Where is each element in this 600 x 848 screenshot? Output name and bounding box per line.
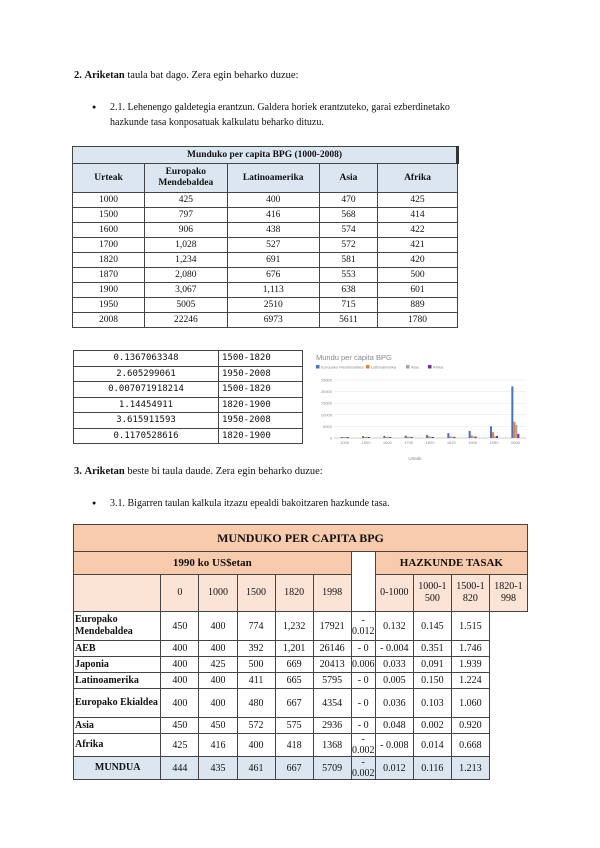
table-cell: 425 (378, 193, 458, 208)
growth-value-cell: 0.1367063348 (74, 351, 219, 367)
region-name: Europako Mendebaldea (74, 612, 161, 641)
header-latin-america: Latinoamerika (227, 164, 319, 193)
growth-rate-cell: - 0 (351, 641, 375, 657)
growth-rate-cell: 0.351 (413, 641, 451, 657)
region-name: Japonia (74, 657, 161, 673)
period-cell: 1820-1900 (219, 397, 303, 413)
legend-swatch (316, 365, 320, 369)
region-name: Asia (74, 718, 161, 734)
table-cell: 1870 (73, 268, 145, 283)
bar-asia (451, 437, 453, 438)
bar-latinoamerika (343, 437, 345, 438)
bar-europako-mendebaldea (511, 386, 513, 438)
bar-europako-mendebaldea (383, 436, 385, 438)
bullet-dot: ● (92, 103, 97, 111)
gdp-value-cell: 450 (161, 612, 199, 641)
region-name: MUNDUA (74, 757, 161, 780)
growth-rate-cell: 0.002 (413, 718, 451, 734)
exercise-3-heading (74, 466, 323, 477)
table-cell: 1,113 (227, 283, 319, 298)
table-row (73, 313, 458, 328)
table-cell: 414 (378, 208, 458, 223)
table-cell: 568 (319, 208, 377, 223)
table-cell: 470 (319, 193, 377, 208)
gdp-value-cell: 500 (237, 657, 275, 673)
bar-latinoamerika (471, 435, 473, 438)
y-tick-label: 10000 (320, 412, 332, 418)
gdp-value-cell: 416 (199, 734, 237, 757)
growth-rate-cell: 0.145 (413, 612, 451, 641)
table-row (74, 734, 528, 757)
exercise-3-number: 3. (74, 466, 82, 477)
x-tick-label: 1820 (425, 440, 435, 445)
chart-x-label: Urteak (408, 456, 422, 461)
bar-latinoamerika (364, 437, 366, 438)
table-cell: 1,234 (145, 253, 227, 268)
table-cell: 1900 (73, 283, 145, 298)
growth-rate-cell: 0.920 (451, 718, 489, 734)
growth-rate-cell: - 0 (351, 673, 375, 689)
table-cell: 797 (145, 208, 227, 223)
bar-asia (345, 437, 347, 438)
x-tick-label: 1950 (489, 440, 499, 445)
table-row (74, 757, 528, 780)
gdp-value-cell: 392 (237, 641, 275, 657)
growth-rate-cell: - 0 (351, 689, 375, 718)
table-row (73, 268, 458, 283)
table-cell: 574 (319, 223, 377, 238)
gdp-value-cell: 20413 (313, 657, 351, 673)
gdp-value-cell: 1,201 (275, 641, 313, 657)
bar-asia (515, 425, 517, 438)
growth-rate-cell: 0.005 (375, 673, 413, 689)
exercise-3-bullet (92, 496, 532, 512)
bar-afrika (347, 437, 349, 438)
table-cell: 416 (227, 208, 319, 223)
bar-asia (366, 437, 368, 438)
growth-rate-cell: - 0.002 (351, 734, 375, 756)
bar-afrika (411, 437, 413, 438)
table-cell: 1820 (73, 253, 145, 268)
gdp-value-cell: 1368 (313, 734, 351, 757)
growth-rate-cell: - 0.002 (351, 757, 375, 779)
year-header: 1500 (237, 575, 275, 612)
bar-europako-mendebaldea (426, 435, 428, 438)
gdp-value-cell: 400 (199, 673, 237, 689)
table-row (73, 193, 458, 208)
gdp-table (72, 146, 459, 328)
table-row (74, 428, 303, 444)
growth-rate-cell: 0.012 (375, 757, 413, 780)
gdp-table-title: Munduko per capita BPG (1000-2008) (73, 147, 458, 164)
table-row (73, 298, 458, 313)
corner-cell (74, 575, 161, 612)
bullet-line-1: 2.1. Lehenengo galdetegia erantzun. Galdera horiek erantzuteko, garai ezberdinetako (110, 102, 450, 113)
exercise-2-text: taula bat dago. Zera egin beharko duzue: (124, 70, 299, 81)
table-cell: 400 (227, 193, 319, 208)
table-cell: 691 (227, 253, 319, 268)
gdp-value-cell: 435 (199, 757, 237, 780)
chart-title: Mundu per capita BPG (316, 353, 392, 362)
bar-asia (430, 437, 432, 438)
table-cell: 715 (319, 298, 377, 313)
table-cell: 1700 (73, 238, 145, 253)
table-cell: 6973 (227, 313, 319, 328)
gdp-value-cell: 400 (199, 612, 237, 641)
growth-rate-cell: - 0 (351, 718, 375, 734)
gdp-value-cell: 400 (161, 673, 199, 689)
x-tick-label: 1900 (468, 440, 478, 445)
gdp-value-cell: 450 (161, 718, 199, 734)
legend-swatch (406, 365, 410, 369)
growth-rates-header: HAZKUNDE TASAK (375, 552, 527, 575)
y-tick-label: 25000 (320, 377, 332, 383)
growth-rate-cell: 0.033 (375, 657, 413, 673)
bar-latinoamerika (492, 432, 494, 438)
table-cell: 22246 (145, 313, 227, 328)
legend-swatch (428, 365, 432, 369)
header-africa: Afrika (378, 164, 458, 193)
table-cell: 676 (227, 268, 319, 283)
gdp-value-cell: 400 (161, 689, 199, 718)
legend-swatch (366, 365, 370, 369)
period-header: 1500-1 820 (451, 575, 489, 612)
bar-latinoamerika (428, 436, 430, 438)
table-row (73, 223, 458, 238)
x-tick-label: 1000 (340, 440, 350, 445)
growth-rate-cell: 1.213 (451, 757, 489, 780)
table-cell: 5611 (319, 313, 377, 328)
x-tick-label: 1870 (446, 440, 456, 445)
growth-value-cell: 0.1170528616 (74, 428, 219, 444)
y-tick-label: 15000 (320, 400, 332, 406)
table-cell: 2,080 (145, 268, 227, 283)
table-row (73, 208, 458, 223)
bar-europako-mendebaldea (405, 436, 407, 438)
gdp-value-cell: 411 (237, 673, 275, 689)
table-cell: 3,067 (145, 283, 227, 298)
bar-asia (409, 437, 411, 438)
growth-value-cell: 1.14454911 (74, 397, 219, 413)
table-cell: 2510 (227, 298, 319, 313)
gdp-value-cell: 400 (237, 734, 275, 757)
x-tick-label: 1700 (404, 440, 414, 445)
gdp-value-cell: 425 (199, 657, 237, 673)
region-name: AEB (74, 641, 161, 657)
table-cell: 581 (319, 253, 377, 268)
bar-latinoamerika (513, 422, 515, 438)
header-asia: Asia (319, 164, 377, 193)
table-cell: 638 (319, 283, 377, 298)
period-cell: 1950-2008 (219, 366, 303, 382)
table-cell: 5005 (145, 298, 227, 313)
growth-rate-cell: 1.060 (451, 689, 489, 718)
table-cell: 572 (319, 238, 377, 253)
year-header: 0 (161, 575, 199, 612)
table-cell: 1600 (73, 223, 145, 238)
growth-value-cell: 2.605299061 (74, 366, 219, 382)
legend-label: Afrika (433, 364, 444, 370)
table-cell: 1000 (73, 193, 145, 208)
exercise-2-bullet (92, 100, 532, 132)
growth-rate-cell: - 0.012 (351, 612, 375, 641)
table-row (74, 612, 528, 641)
table-cell: 420 (378, 253, 458, 268)
table-row (74, 397, 303, 413)
bar-afrika (432, 437, 434, 438)
table-cell: 422 (378, 223, 458, 238)
gdp-value-cell: 26146 (313, 641, 351, 657)
table-cell: 1780 (378, 313, 458, 328)
gdp-value-cell: 572 (237, 718, 275, 734)
exercise-2-label: Ariketan (84, 70, 125, 81)
growth-rate-cell: 0.116 (413, 757, 451, 780)
exercise-3-label: Ariketan (84, 466, 125, 477)
gdp-value-cell: 461 (237, 757, 275, 780)
table-row (74, 382, 303, 398)
bullet-line-1: 3.1. Bigarren taulan kalkula itzazu epealdi bakoitzaren hazkunde tasa. (110, 498, 390, 509)
bullet-line-2: hazkunde tasa konposatuak kalkulatu beharko dituzu. (110, 117, 324, 128)
period-cell: 1500-1820 (219, 382, 303, 398)
table-cell: 527 (227, 238, 319, 253)
bar-latinoamerika (385, 437, 387, 438)
legend-label: Asia (411, 364, 419, 370)
gdp-value-cell: 667 (275, 689, 313, 718)
table-cell: 553 (319, 268, 377, 283)
growth-rate-cell: 0.091 (413, 657, 451, 673)
gdp-value-cell: 400 (161, 641, 199, 657)
growth-rate-cell: 1.224 (451, 673, 489, 689)
period-cell: 1950-2008 (219, 413, 303, 429)
gdp-bar-chart (310, 350, 532, 462)
world-gdp-table-title: MUNDUKO PER CAPITA BPG (74, 525, 528, 552)
gdp-value-cell: 5709 (313, 757, 351, 780)
gdp-value-cell: 575 (275, 718, 313, 734)
growth-value-cell: 0.007071918214 (74, 382, 219, 398)
y-tick-label: 20000 (320, 389, 332, 395)
growth-rate-cell: 0.036 (375, 689, 413, 718)
bar-asia (473, 437, 475, 438)
growth-value-cell: 3.615911593 (74, 413, 219, 429)
table-cell: 889 (378, 298, 458, 313)
table-cell: 1500 (73, 208, 145, 223)
growth-rate-cell: 0.150 (413, 673, 451, 689)
gdp-value-cell: 1,232 (275, 612, 313, 641)
table-row (73, 283, 458, 298)
table-row (74, 351, 303, 367)
growth-rate-cell: 0.132 (375, 612, 413, 641)
bar-europako-mendebaldea (469, 431, 471, 438)
bar-afrika (475, 437, 477, 438)
table-cell: 1,028 (145, 238, 227, 253)
bar-europako-mendebaldea (362, 436, 364, 438)
gdp-value-cell: 480 (237, 689, 275, 718)
table-row (74, 641, 528, 657)
growth-rate-cell: 1.746 (451, 641, 489, 657)
table-cell: 438 (227, 223, 319, 238)
gdp-value-cell: 665 (275, 673, 313, 689)
y-tick-label: 0 (329, 435, 332, 441)
region-name: Europako Ekialdea (74, 689, 161, 718)
gdp-value-cell: 425 (161, 734, 199, 757)
exercise-2-heading (74, 70, 299, 81)
gdp-value-cell: 2936 (313, 718, 351, 734)
bar-europako-mendebaldea (341, 437, 343, 438)
legend-label: Europako Mendebaldea (321, 364, 364, 370)
gdp-value-cell: 400 (161, 657, 199, 673)
region-name: Latinoamerika (74, 673, 161, 689)
growth-rate-cell: 0.014 (413, 734, 451, 757)
gdp-value-cell: 4354 (313, 689, 351, 718)
world-gdp-growth-table (73, 524, 528, 780)
gdp-value-cell: 400 (199, 641, 237, 657)
period-header: 1820-1 998 (489, 575, 527, 612)
table-row (74, 673, 528, 689)
y-tick-label: 5000 (323, 423, 332, 429)
header-years: Urteak (73, 164, 145, 193)
growth-rate-cell: 1.515 (451, 612, 489, 641)
growth-rate-cell: - 0.004 (375, 641, 413, 657)
period-cell: 1500-1820 (219, 351, 303, 367)
table-cell: 2008 (73, 313, 145, 328)
bar-afrika (389, 437, 391, 438)
header-western-europe: Europako Mendebaldea (145, 164, 227, 193)
x-tick-label: 1500 (361, 440, 371, 445)
table-cell: 601 (378, 283, 458, 298)
table-row (74, 718, 528, 734)
growth-rate-cell: - 0.008 (375, 734, 413, 757)
growth-rate-cell: 0.103 (413, 689, 451, 718)
bullet-dot: ● (92, 499, 97, 507)
gdp-value-cell: 400 (199, 689, 237, 718)
table-cell: 421 (378, 238, 458, 253)
period-cell: 1820-1900 (219, 428, 303, 444)
gdp-value-cell: 774 (237, 612, 275, 641)
table-row (73, 253, 458, 268)
bar-afrika (517, 434, 519, 438)
growth-rate-cell: 0.006 (351, 657, 375, 673)
bar-latinoamerika (407, 437, 409, 438)
region-name: Afrika (74, 734, 161, 757)
gdp-value-cell: 450 (199, 718, 237, 734)
table-gap (351, 552, 375, 612)
gdp-value-cell: 669 (275, 657, 313, 673)
table-row (74, 366, 303, 382)
exercise-3-text: beste bi taula daude. Zera egin beharko duzue: (124, 466, 323, 477)
legend-label: Latinoamerika (371, 364, 397, 370)
gdp-value-cell: 17921 (313, 612, 351, 641)
gdp-value-cell: 444 (161, 757, 199, 780)
x-tick-label: 2008 (510, 440, 520, 445)
bar-asia (387, 437, 389, 438)
year-header: 1000 (199, 575, 237, 612)
table-cell: 906 (145, 223, 227, 238)
usd-1990-header: 1990 ko US$etan (74, 552, 352, 575)
table-row (73, 238, 458, 253)
year-header: 1998 (313, 575, 351, 612)
growth-rate-cell: 0.048 (375, 718, 413, 734)
period-header: 1000-1 500 (413, 575, 451, 612)
bar-latinoamerika (449, 436, 451, 438)
bar-afrika (496, 436, 498, 438)
bar-asia (494, 436, 496, 438)
table-row (74, 657, 528, 673)
gdp-value-cell: 5795 (313, 673, 351, 689)
bar-europako-mendebaldea (447, 433, 449, 438)
year-header: 1820 (275, 575, 313, 612)
table-cell: 1950 (73, 298, 145, 313)
table-row (74, 413, 303, 429)
table-cell: 425 (145, 193, 227, 208)
gdp-value-cell: 667 (275, 757, 313, 780)
gdp-value-cell: 418 (275, 734, 313, 757)
table-cell: 500 (378, 268, 458, 283)
growth-rate-cell: 0.668 (451, 734, 489, 757)
bar-europako-mendebaldea (490, 426, 492, 438)
exercise-2-number: 2. (74, 70, 82, 81)
bar-afrika (453, 437, 455, 438)
growth-results-table (73, 350, 303, 444)
period-header: 0-1000 (375, 575, 413, 612)
x-tick-label: 1600 (382, 440, 392, 445)
bar-afrika (368, 437, 370, 438)
table-row (74, 689, 528, 718)
growth-rate-cell: 1.939 (451, 657, 489, 673)
